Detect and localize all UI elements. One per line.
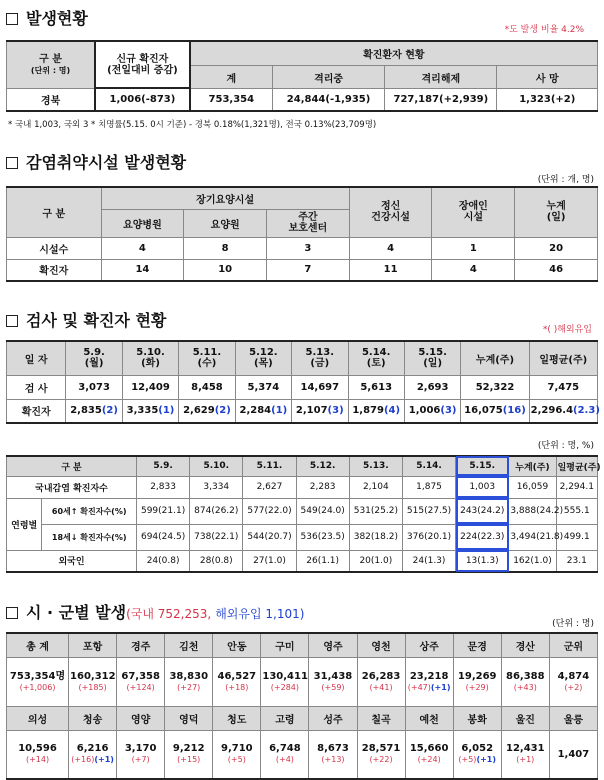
age-cell: 2,627 [243,476,296,498]
col-gubun: 구 분 [7,456,137,476]
age-cell: 2,833 [137,476,190,498]
col-isolated: 격리중 [272,66,384,89]
age-cell: 20(1.0) [349,550,402,572]
date-header: 5.11. (수) [179,341,235,375]
age-cell: 2,283 [296,476,349,498]
age-cell: 3,494(21.8) [509,524,556,550]
age-cell: 13(1.3) [456,550,509,572]
test-count: 8,458 [179,375,235,399]
date-header: 5.10. (화) [122,341,178,375]
region-name: 문경 [453,633,501,657]
region-value: 15,660 (+24) [405,730,453,779]
region-value: 23,218 (+47)(+1) [405,657,453,706]
region-value-row [7,730,598,779]
region-value: 160,312 (+185) [69,657,117,706]
date-header: 5.9. [137,456,190,476]
age-cell: 544(20.7) [243,524,296,550]
age-cell: 2,294.1 [556,476,597,498]
age-cell: 3,888(24.2) [509,498,556,524]
outbreak-table [6,40,598,112]
table-row: 검 사 3,073 12,409 8,458 5,374 14,697 5,613 2,693 52,322 7,475 [7,375,598,399]
region-value: 6,216 (+16)(+1) [69,730,117,779]
table-row: 외국인 24(0.8) 28(0.8) 27(1.0) 26(1.1) 20(1.0) 24(1.3) 13(1.3) 162(1.0) 23.1 [7,550,598,572]
age-cell: 694(24.5) [137,524,190,550]
region-name: 고령 [261,706,309,730]
region-value: 67,358 (+124) [117,657,165,706]
table-row: 18세↓ 확진자수(%) 694(24.5) 738(22.1) 544(20.7) 536(23.5) 382(18.2) 376(20.1) 224(22.3) 3,494(21.8) 499.1 [7,524,598,550]
region-name: 상주 [405,633,453,657]
region-name: 포항 [69,633,117,657]
section-title-outbreak: 발생현황 [6,6,88,29]
checkbox-square-icon [6,13,18,25]
age-cell: 28(0.8) [190,550,243,572]
date-header: 5.14. (토) [348,341,404,375]
overseas-note: *( )해외유입 [542,325,592,335]
region-name: 경산 [501,633,549,657]
region-value: 9,710 (+5) [213,730,261,779]
test-count: 12,409 [122,375,178,399]
date-header: 5.9. (월) [66,341,122,375]
date-header: 5.13. [349,456,402,476]
col-date: 일 자 [7,341,66,375]
col-mental-health: 정신 건강시설 [349,187,432,237]
confirmed-count: 1,006(3) [404,399,460,423]
col-disabled: 장애인 시설 [432,187,515,237]
region-name: 봉화 [453,706,501,730]
col-cumulative: 누계(주) [461,341,529,375]
table-row: 경북 1,006(-873) 753,354 24,844(-1,935) 727,187(+2,939) 1,323(+2) [7,88,598,111]
table-row: 확진자 2,835(2) 3,335(1) 2,629(2) 2,284(1) 2,107(3) 1,879(4) 1,006(3) 16,075(16) 2,296.4(2.3) [7,399,598,423]
col-deaths: 사 망 [497,66,598,89]
age-cell: 515(27.5) [402,498,455,524]
col-new-cases: 신규 확진자 (전일대비 증감) [95,41,190,88]
section-title-facilities: 감염취약시설 발생현황 [6,150,186,173]
region-name: 영주 [309,633,357,657]
region-value: 46,527 (+18) [213,657,261,706]
confirmed-count: 1,879(4) [348,399,404,423]
fatality-footnote: * 국내 1,003, 국외 3 * 치명률(5.15. 0시 기준) - 경북 0.18%(1,321명), 전국 0.13%(23,709명) [8,120,377,130]
region-value: 12,431 (+1) [501,730,549,779]
col-daycare: 주간 보호센터 [267,209,350,237]
region-value: 86,388 (+43) [501,657,549,706]
test-count: 7,475 [529,375,597,399]
test-count: 5,613 [348,375,404,399]
region-value: 1,407 [549,730,597,779]
age-cell: 555.1 [556,498,597,524]
region-value: 31,438 (+59) [309,657,357,706]
region-name: 성주 [309,706,357,730]
age-cell: 376(20.1) [402,524,455,550]
province-ratio-note: *도 발생 비율 4.2% [504,25,584,35]
col-hospital: 요양병원 [101,209,184,237]
confirmed-count: 16,075(16) [461,399,529,423]
region-value: 6,748 (+4) [261,730,309,779]
age-cell: 23.1 [556,550,597,572]
region-name: 예천 [405,706,453,730]
col-status-group: 확진환자 현황 [190,41,598,66]
region-name: 칠곡 [357,706,405,730]
confirmed-count: 3,335(1) [122,399,178,423]
age-cell: 536(23.5) [296,524,349,550]
age-cell: 531(25.2) [349,498,402,524]
region-value: 3,170 (+7) [117,730,165,779]
date-header: 5.12. [296,456,349,476]
region-name: 영천 [357,633,405,657]
region-name: 김천 [165,633,213,657]
region-value: 130,411 (+284) [261,657,309,706]
age-cell: 243(24.2) [456,498,509,524]
date-header: 5.10. [190,456,243,476]
checkbox-square-icon [6,607,18,619]
age-cell: 874(26.2) [190,498,243,524]
age-cell: 162(1.0) [509,550,556,572]
age-cell: 1,875 [402,476,455,498]
region-name: 총 계 [7,633,69,657]
age-cell: 738(22.1) [190,524,243,550]
test-count: 5,374 [235,375,291,399]
checkbox-square-icon [6,315,18,327]
age-cell: 599(21.1) [137,498,190,524]
region-name: 울릉 [549,706,597,730]
confirmed-count: 2,284(1) [235,399,291,423]
table-row: 국내감염 확진자수 2,833 3,334 2,627 2,283 2,104 1,875 1,003 16,059 2,294.1 [7,476,598,498]
age-cell: 382(18.2) [349,524,402,550]
confirmed-count: 2,835(2) [66,399,122,423]
test-count: 2,693 [404,375,460,399]
date-header: 5.15. [456,456,509,476]
confirmed-count: 2,629(2) [179,399,235,423]
region-name: 구미 [261,633,309,657]
age-cell: 3,334 [190,476,243,498]
test-count: 14,697 [292,375,348,399]
checkbox-square-icon [6,157,18,169]
col-total: 계 [190,66,273,89]
age-group-label: 연령별 [7,498,42,550]
tests-table [6,340,598,424]
col-cumulative: 누계 (일) [515,187,598,237]
regions-unit: (단위 : 명) [552,619,594,629]
region-value-row [7,657,598,706]
age-cell: 24(1.3) [402,550,455,572]
region-name: 군위 [549,633,597,657]
age-cell: 499.1 [556,524,597,550]
age-cell: 24(0.8) [137,550,190,572]
age-cell: 16,059 [509,476,556,498]
region-name: 영덕 [165,706,213,730]
age-cell: 549(24.0) [296,498,349,524]
confirmed-count: 2,296.4(2.3) [529,399,597,423]
col-gubun: 구 분 [7,187,102,237]
region-name: 의성 [7,706,69,730]
region-name: 영양 [117,706,165,730]
test-count: 3,073 [66,375,122,399]
col-cumulative: 누계(주) [509,456,556,476]
table-row: 연령별 60세↑ 확진자수(%) 599(21.1) 874(26.2) 577(22.0) 549(24.0) 531(25.2) 515(27.5) 243(24.2) 3,888(24.2) 555.1 [7,498,598,524]
test-count: 52,322 [461,375,529,399]
section-title-tests: 검사 및 확진자 현황 [6,308,166,331]
region-name-row [7,633,598,657]
region-value: 26,283 (+41) [357,657,405,706]
section-title-regions: 시 · 군별 발생(국내 752,253, 해외유입 1,101) [6,600,304,623]
col-ltc-group: 장기요양시설 [101,187,349,209]
age-cell: 1,003 [456,476,509,498]
region-value: 8,673 (+13) [309,730,357,779]
date-header: 5.12. (목) [235,341,291,375]
region-name: 청도 [213,706,261,730]
col-average: 일평균(주) [529,341,597,375]
col-nursing-home: 요양원 [184,209,267,237]
facilities-table [6,186,598,282]
age-cell: 26(1.1) [296,550,349,572]
region-value: 19,269 (+29) [453,657,501,706]
region-value: 28,571 (+22) [357,730,405,779]
date-header: 5.14. [402,456,455,476]
region-value: 10,596 (+14) [7,730,69,779]
facilities-unit: (단위 : 개, 명) [537,175,594,185]
age-unit: (단위 : 명, %) [537,441,594,451]
region-value: 9,212 (+15) [165,730,213,779]
date-header: 5.11. [243,456,296,476]
region-name-row [7,706,598,730]
age-cell: 224(22.3) [456,524,509,550]
region-value: 4,874 (+2) [549,657,597,706]
col-released: 격리해제 [385,66,497,89]
date-header: 5.13. (금) [292,341,348,375]
table-row: 시설수 4 8 3 4 1 20 [7,237,598,259]
date-header: 5.15. (일) [404,341,460,375]
region-name: 청송 [69,706,117,730]
region-value: 6,052 (+5)(+1) [453,730,501,779]
region-name: 경주 [117,633,165,657]
region-name: 울진 [501,706,549,730]
age-cell: 2,104 [349,476,402,498]
age-cell: 577(22.0) [243,498,296,524]
table-row: 확진자 14 10 7 11 4 46 [7,259,598,281]
age-cell: 27(1.0) [243,550,296,572]
col-average: 일평균(주) [556,456,597,476]
region-value: 38,830 (+27) [165,657,213,706]
col-gubun: 구 분 (단위 : 명) [7,41,96,88]
region-value: 753,354명 (+1,006) [7,657,69,706]
age-table [6,455,601,573]
confirmed-count: 2,107(3) [292,399,348,423]
region-name: 안동 [213,633,261,657]
regions-table [6,632,598,780]
